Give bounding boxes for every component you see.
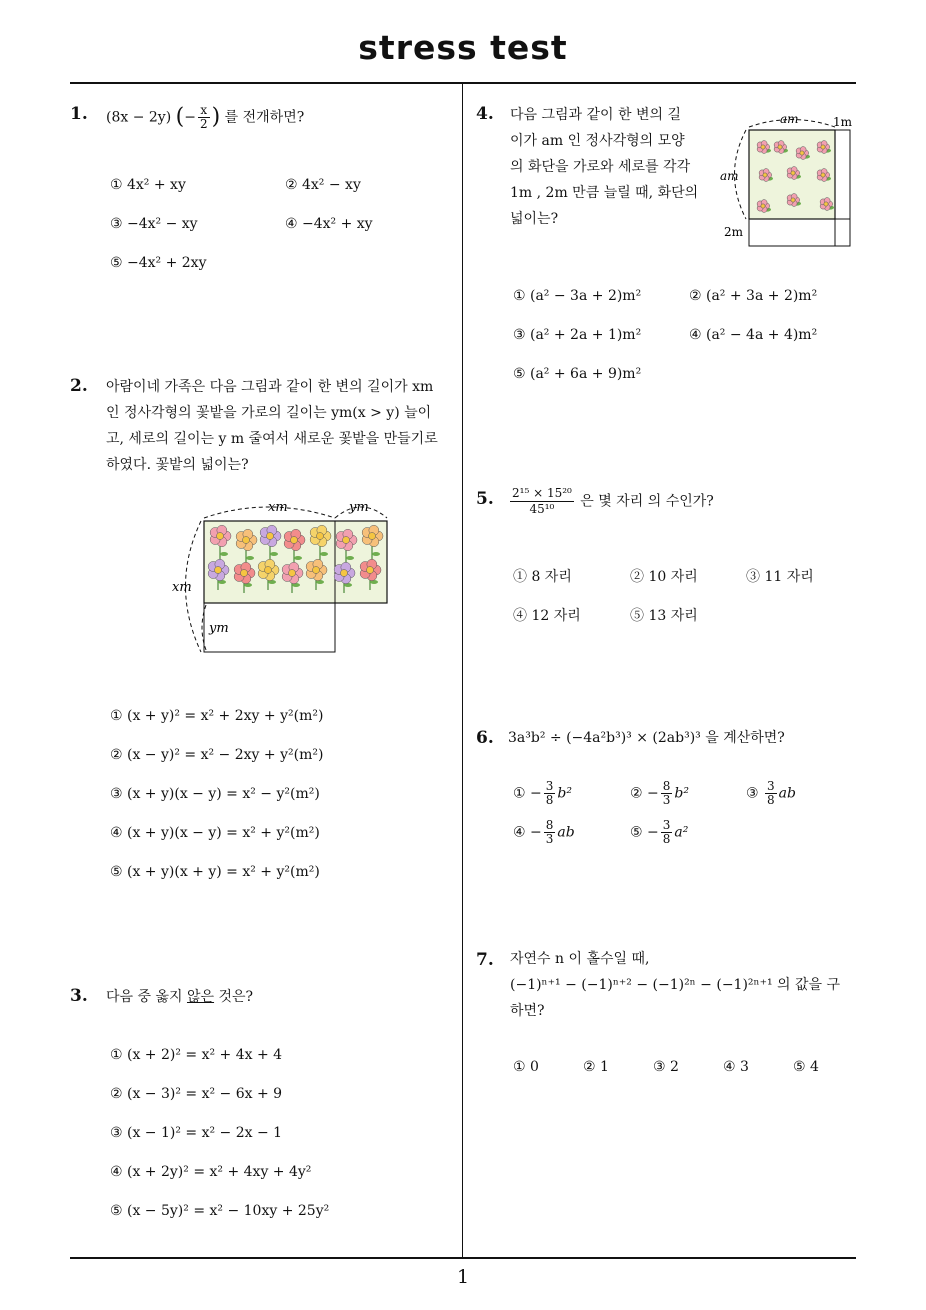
q2-option-3[interactable]: ③ (x + y)(x − y) = x² − y²(m²) [110,786,320,802]
q5-option-5[interactable]: ⑤ 13 자리 [630,608,698,624]
q6-option-den: 8 [662,832,671,846]
q6-option-5[interactable] [630,819,688,846]
header-rule [70,82,856,84]
q2-label-top-x: xm [268,500,288,515]
q6-option-num: 8 [545,818,554,832]
q1-stem-suffix: 를 전개하면? [224,109,305,126]
q7-option-3[interactable]: ③ 2 [653,1059,679,1075]
q6-option-sign: − [647,824,659,841]
page-title: stress test [358,28,568,67]
q4-stem [510,102,715,232]
q1-option-3[interactable]: ③ −4x² − xy [110,216,198,232]
q3-stem-pre: 다음 중 옳지 [106,989,187,1005]
q1-option-1[interactable]: ① 4x² + xy [110,177,186,193]
q6-option-den: 8 [545,793,554,807]
q7-line-3: 하면? [510,1003,545,1019]
q4-option-5[interactable]: ⑤ (a² + 6a + 9)m² [513,366,642,382]
q6-option-label: ④ [513,824,526,841]
q6-option-2[interactable] [630,780,689,807]
q6-option-3[interactable] [746,780,796,807]
q2-label-top-y: ym [349,500,369,515]
question-number: 1. [70,104,88,124]
q2-label-left-x: xm [172,580,192,595]
q5-option-1[interactable]: ① 8 자리 [513,569,572,585]
q6-option-sign: − [647,785,659,802]
q6-option-num: 3 [662,818,671,832]
q2-line-2: 인 정사각형의 꽃밭을 가로의 길이는 ym(x > y) 늘이 [106,405,432,421]
q3-option-5[interactable]: ⑤ (x − 5y)² = x² − 10xy + 25y² [110,1203,330,1219]
q4-line-3: 의 화단을 가로와 세로를 각각 [510,159,691,175]
q5-stem-suffix: 은 몇 자리 의 수인가? [580,493,714,510]
q6-option-den: 3 [545,832,554,846]
q6-option-den: 8 [767,793,775,807]
q4-line-5: 넓이는? [510,211,559,227]
question-number: 7. [476,950,494,970]
q6-option-label: ② [630,785,643,802]
q6-option-4[interactable] [513,819,575,846]
q6-option-tail: b² [557,785,572,802]
q4-garden-figure [718,108,858,250]
q6-stem: 3a³b² ÷ (−4a²b³)³ × (2ab³)³ 을 계산하면? [508,730,785,746]
q3-option-1[interactable]: ① (x + 2)² = x² + 4x + 4 [110,1047,283,1063]
q6-option-label: ⑤ [630,824,643,841]
q4-option-1[interactable]: ① (a² − 3a + 2)m² [513,288,642,304]
q1-frac-den: 2 [199,117,208,131]
q6-option-1[interactable] [513,780,572,807]
q4-line-2: 이가 am 인 정사각형의 모양 [510,133,685,149]
q3-stem [106,984,253,1010]
q6-option-tail: a² [674,824,689,841]
q1-option-5[interactable]: ⑤ −4x² + 2xy [110,255,207,271]
q6-option-label: ③ [746,785,759,802]
q5-option-2[interactable]: ② 10 자리 [630,569,698,585]
q3-stem-post: 것은? [214,989,254,1005]
q3-stem-underlined: 않은 [186,989,215,1005]
question-number: 4. [476,104,494,124]
q2-option-4[interactable]: ④ (x + y)(x − y) = x² + y²(m²) [110,825,320,841]
q2-line-1: 아람이네 가족은 다음 그림과 같이 한 변의 길이가 xm [106,379,434,395]
q2-option-1[interactable]: ① (x + y)² = x² + 2xy + y²(m²) [110,708,324,724]
question-number: 3. [70,986,88,1006]
q5-frac-num: 2¹⁵ × 15²⁰ [512,486,572,500]
q3-option-4[interactable]: ④ (x + 2y)² = x² + 4xy + 4y² [110,1164,312,1180]
q7-line-1: 자연수 n 이 홀수일 때, [510,951,650,967]
page-number: 1 [456,1266,470,1288]
question-number: 5. [476,489,494,509]
q2-label-left-y: ym [209,621,229,636]
q4-option-3[interactable]: ③ (a² + 2a + 1)m² [513,327,642,343]
q6-option-num: 8 [662,779,671,793]
q7-option-2[interactable]: ② 1 [583,1059,609,1075]
question-number: 2. [70,376,88,396]
q6-option-label: ① [513,785,526,802]
q7-option-5[interactable]: ⑤ 4 [793,1059,819,1075]
q7-stem [510,946,860,1024]
q2-flower-bed-figure [168,494,398,664]
q3-option-2[interactable]: ② (x − 3)² = x² − 6x + 9 [110,1086,283,1102]
q7-option-1[interactable]: ① 0 [513,1059,539,1075]
q3-option-3[interactable]: ③ (x − 1)² = x² − 2x − 1 [110,1125,283,1141]
footer-rule [70,1257,856,1259]
q2-stem [106,374,456,478]
q4-line-4: 1m , 2m 만큼 늘릴 때, 화단의 [510,185,699,201]
q6-option-den: 3 [662,793,671,807]
q6-option-sign: − [530,785,542,802]
column-divider [462,84,463,1258]
q2-line-4: 하였다. 꽃밭의 넓이는? [106,457,249,473]
q5-stem [508,486,714,517]
q4-option-4[interactable]: ④ (a² − 4a + 4)m² [689,327,818,343]
q1-option-4[interactable]: ④ −4x² + xy [285,216,373,232]
q4-line-1: 다음 그림과 같이 한 변의 길 [510,107,682,123]
q6-option-tail: ab [557,824,575,841]
q5-option-4[interactable]: ④ 12 자리 [513,608,581,624]
question-number: 6. [476,728,494,748]
q4-option-2[interactable]: ② (a² + 3a + 2)m² [689,288,818,304]
q1-frac-num: x [198,104,210,118]
q2-line-3: 고, 세로의 길이는 y m 줄여서 새로운 꽃밭을 만들기로 [106,431,438,447]
q4-label-top-a: am [780,112,799,126]
q6-option-num: 3 [767,779,775,793]
q6-option-num: 3 [545,779,554,793]
q6-option-tail: ab [778,785,796,802]
q5-option-3[interactable]: ③ 11 자리 [746,569,814,585]
q6-option-sign: − [530,824,542,841]
q4-label-top-1: 1m [833,115,853,129]
q1-option-2[interactable]: ② 4x² − xy [285,177,361,193]
q1-stem-expr: (8x − 2y) [106,109,172,126]
q2-option-5[interactable]: ⑤ (x + y)(x + y) = x² + y²(m²) [110,864,320,880]
q1-stem: (8x − 2y) (− $\frac{x}{2}$ ) 를 전개하면? [106,103,305,131]
q4-label-left-a: am [720,169,739,183]
q7-option-4[interactable]: ④ 3 [723,1059,749,1075]
q4-label-left-2: 2m [724,225,744,239]
q6-option-tail: b² [674,785,689,802]
q7-line-2: (−1)ⁿ⁺¹ − (−1)ⁿ⁺² − (−1)²ⁿ − (−1)²ⁿ⁺¹ 의 값을 구 [510,977,841,993]
q2-option-2[interactable]: ② (x − y)² = x² − 2xy + y²(m²) [110,747,324,763]
q5-frac-den: 45¹⁰ [529,502,555,516]
